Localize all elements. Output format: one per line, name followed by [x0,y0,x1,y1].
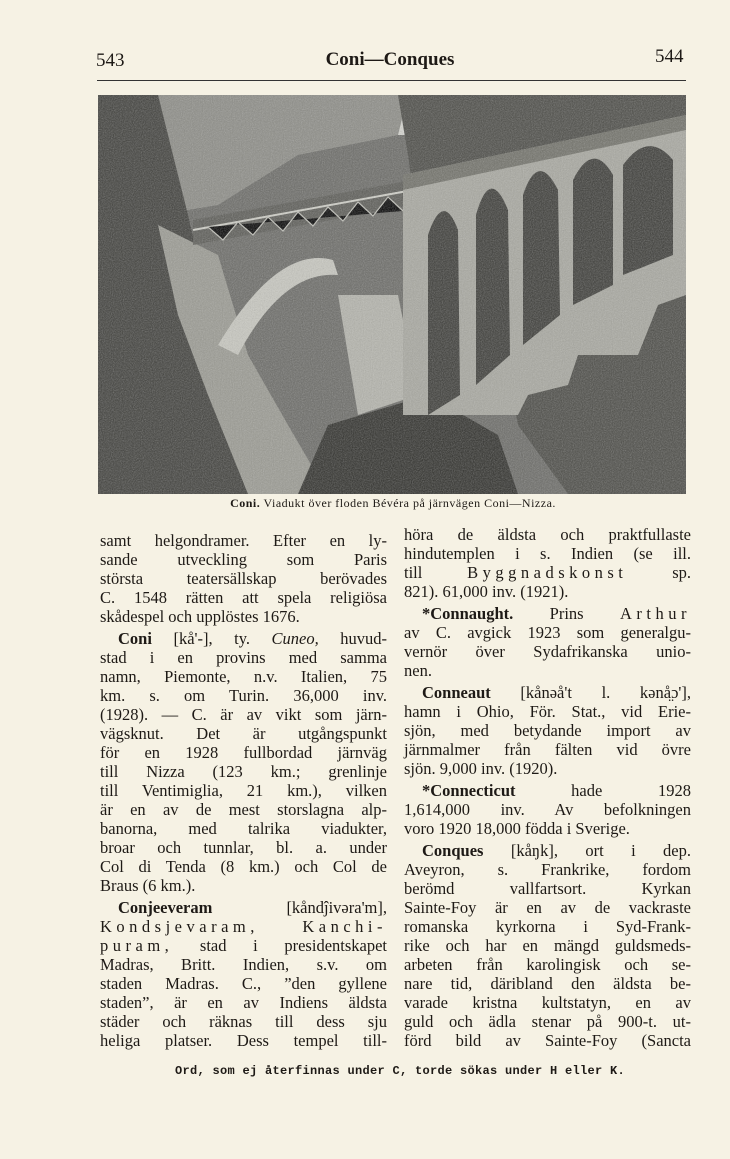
text-line [100,743,387,762]
text-segment: Kondsjevaram, [100,917,259,936]
text-line [100,705,387,724]
text-segment: berömd vallfartsort. Kyrkan [404,879,691,898]
text-segment: hade 1928 [515,781,691,800]
page-number-left: 543 [96,50,125,71]
text-segment: varade kristna kultstatyn, en av [404,993,691,1012]
text-line [100,531,387,550]
text-line [100,629,387,648]
text-line [404,544,691,563]
text-segment: C. 1548 rätten att spela religiösa [100,588,387,607]
text-line [404,721,691,740]
text-line [404,642,691,661]
text-line [404,879,691,898]
text-segment: puram, [100,936,174,955]
text-segment: Aveyron, s. Frankrike, fordom [404,860,691,879]
text-line [100,569,387,588]
paragraph [100,898,387,1050]
text-line [100,857,387,876]
text-line [404,1012,691,1031]
text-segment: huvud- [318,629,387,648]
text-segment: sande utveckling som Paris [100,550,387,569]
text-segment: rike och har en mängd guldsmeds- [404,936,691,955]
text-segment: [kå'-], ty. [151,629,272,648]
text-segment: staden Madras. C., ”den gyllene [100,974,387,993]
text-segment: järnmalmer från fälten vid övre [404,740,691,759]
text-line [404,974,691,993]
text-line [100,588,387,607]
text-segment: till Ventimiglia, 21 km.), vilken [100,781,387,800]
text-line [100,993,387,1012]
text-segment: sjön. 9,000 inv. (1920). [404,759,558,778]
text-line [404,702,691,721]
text-line [100,607,387,626]
text-line [404,819,691,838]
text-segment: sp. [627,563,691,582]
text-line [404,740,691,759]
text-line [404,683,691,702]
text-line [100,974,387,993]
text-line [404,759,691,778]
text-segment: romanska kyrkorna i Syd-Frank- [404,917,691,936]
text-segment: samt helgondramer. Efter en ly- [100,531,387,550]
text-line [404,661,691,680]
text-segment: för en 1928 fullbordad järnväg [100,743,387,762]
text-line [404,525,691,544]
text-segment: broar och tunnlar, bl. a. under [100,838,387,857]
text-segment: vägsknut. Det är utgångspunkt [100,724,387,743]
text-line [100,955,387,974]
footer-note: Ord, som ej återfinnas under C, torde sökas under H eller K. [174,1064,626,1078]
entry-headword: *Connaught. [422,604,514,623]
running-head: Coni—Conques [325,49,455,70]
paragraph [404,525,691,601]
text-segment: [kånəå't l. kənå̤ɔ'], [490,683,691,702]
text-line [100,936,387,955]
text-line [404,955,691,974]
text-segment: höra de äldsta och praktfullaste [404,525,691,544]
text-line [100,550,387,569]
text-segment: Kanchi- [302,917,387,936]
text-segment: Sainte-Foy är en av de vackraste [404,898,691,917]
text-segment: sjön, med betydande import av [404,721,691,740]
paragraph [404,781,691,838]
text-line [100,898,387,917]
text-segment: voro 1920 18,000 födda i Sverige. [404,819,630,838]
text-segment: guld och ädla stenar på 900-t. ut- [404,1012,691,1031]
text-line [100,876,387,895]
text-line [100,1031,387,1050]
text-segment: banorna, med talrika viadukter, [100,819,387,838]
text-segment: Arthur [620,604,691,623]
text-column-right [404,525,691,1053]
text-segment: Byggnadskonst [467,563,628,582]
entry-headword: Conneaut [422,683,491,702]
text-line [404,898,691,917]
text-line [404,604,691,623]
page-number-right: 544 [655,46,684,67]
text-segment: största teatersällskap berövades [100,569,387,588]
text-line [404,1031,691,1050]
paragraph [100,629,387,895]
viaduct-photo [98,95,686,494]
text-segment: Braus (6 km.). [100,876,196,895]
text-segment: hindutemplen i s. Indien (se ill. [404,544,691,563]
text-segment: stad i en provins med samma [100,648,387,667]
text-segment: Col di Tenda (8 km.) och Col de [100,857,387,876]
text-segment: till Nizza (123 km.; grenlinje [100,762,387,781]
text-line [404,936,691,955]
figure-caption [100,496,686,511]
text-segment: nare tid, däribland den äldsta be- [404,974,691,993]
text-segment: av C. avgick 1923 som generalgu- [404,623,691,642]
text-segment: förd bild av Sainte-Foy (Sancta [404,1031,691,1050]
text-segment: 821). 61,000 inv. (1921). [404,582,569,601]
text-line [100,648,387,667]
text-segment: (1928). — C. är av vikt som järn- [100,705,387,724]
paragraph [404,841,691,1050]
text-line [404,993,691,1012]
text-line [100,800,387,819]
text-line [100,1012,387,1031]
text-line [100,781,387,800]
text-segment: skådespel och upplöstes 1676. [100,607,300,626]
text-segment: Prins [513,604,620,623]
text-segment: heliga platser. Dess tempel till- [100,1031,387,1050]
text-line [100,838,387,857]
text-line [100,724,387,743]
text-segment: [kåŋk], ort i dep. [483,841,691,860]
text-segment: km. s. om Turin. 36,000 inv. [100,686,387,705]
text-line [404,623,691,642]
text-segment: är en av de mest storslagna alp- [100,800,387,819]
text-line [100,819,387,838]
text-segment: Madras, Britt. Indien, s.v. om [100,955,387,974]
text-line [404,860,691,879]
text-segment: hamn i Ohio, För. Stat., vid Erie- [404,702,691,721]
text-segment: stad i presidentskapet [173,936,387,955]
text-line [404,917,691,936]
text-segment [259,917,302,936]
entry-headword: *Connecticut [422,781,516,800]
caption-label: Coni. [230,496,261,510]
text-line [404,781,691,800]
text-column-left [100,531,387,1053]
header-rule [97,80,686,81]
text-segment: arbeten från karolingisk och se- [404,955,691,974]
caption-text: Viadukt över floden Bévéra på järnvägen Coni—Nizza. [260,496,556,510]
text-segment: nen. [404,661,432,680]
text-segment: namn, Piemonte, n.v. Italien, 75 [100,667,387,686]
entry-headword: Coni [118,629,152,648]
text-segment: städer och räknas till dess sju [100,1012,387,1031]
paragraph [404,604,691,680]
paragraph [404,683,691,778]
text-line [100,667,387,686]
text-segment: Cuneo, [271,629,319,648]
text-line [100,762,387,781]
text-line [404,841,691,860]
text-segment: vernör över Sydafrikanska unio- [404,642,691,661]
text-line [100,686,387,705]
text-segment: 1,614,000 inv. Av befolkningen [404,800,691,819]
text-segment: till [404,563,468,582]
text-line [404,563,691,582]
entry-headword: Conques [422,841,484,860]
text-line [404,800,691,819]
entry-headword: Conjeeveram [118,898,213,917]
text-segment: [kåndĵivəra'm], [212,898,387,917]
text-line [100,917,387,936]
paragraph [100,531,387,626]
text-line [404,582,691,601]
text-segment: staden”, är en av Indiens äldsta [100,993,387,1012]
